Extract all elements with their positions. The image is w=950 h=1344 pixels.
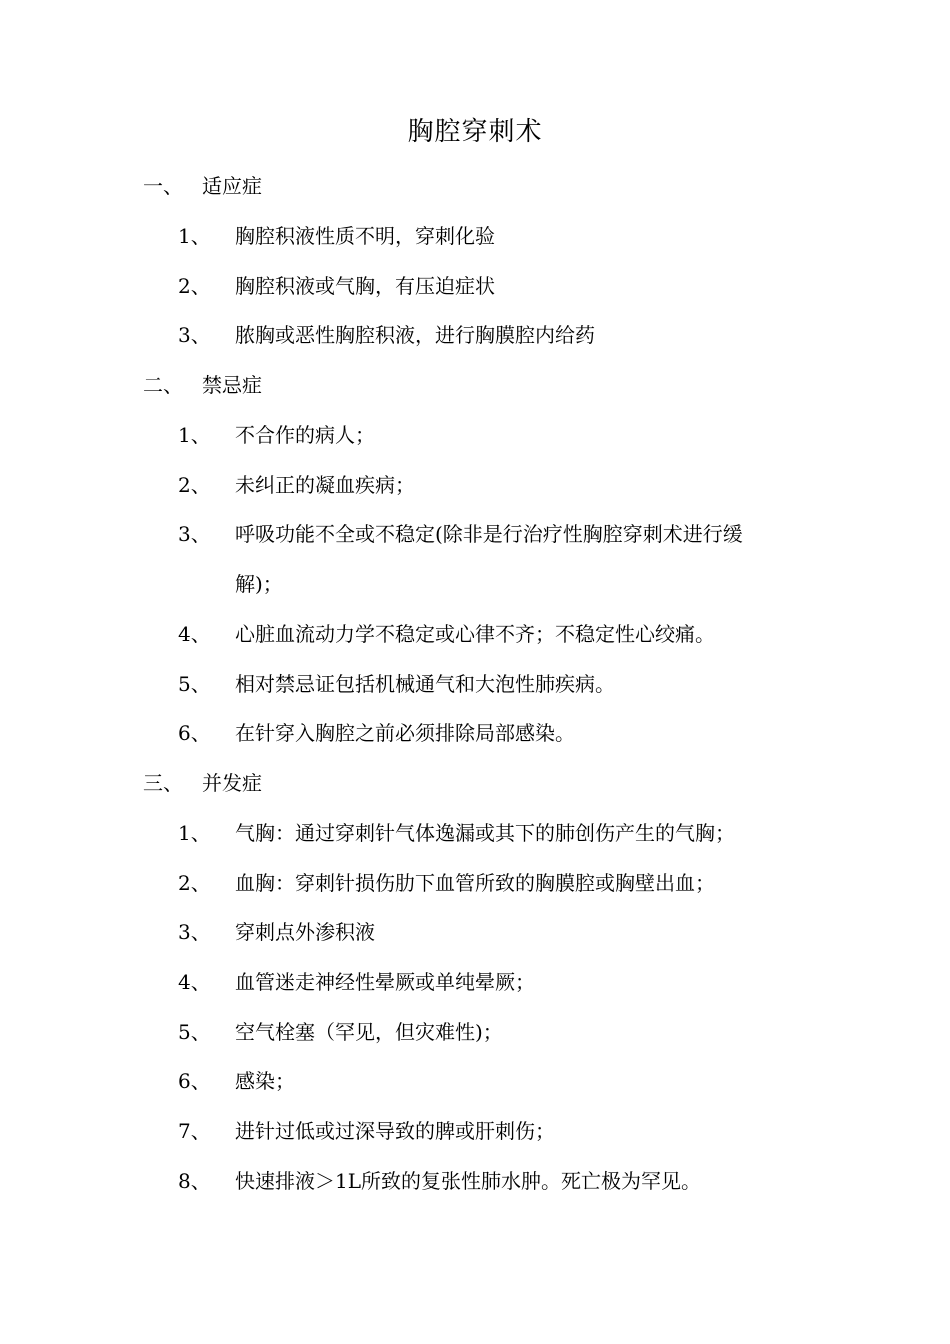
item-number: 4、 — [178, 970, 211, 994]
item-number: 1、 — [178, 224, 211, 248]
section-heading: 并发症 — [202, 771, 262, 795]
item-text: 相对禁忌证包括机械通气和大泡性肺疾病。 — [235, 672, 615, 696]
item-text: 未纠正的凝血疾病； — [235, 473, 415, 497]
item-text-continued: 解)； — [235, 572, 283, 596]
item-number: 6、 — [178, 721, 211, 745]
item-number: 3、 — [178, 323, 211, 347]
document-title: 胸腔穿刺术 — [407, 117, 543, 147]
item-text: 不合作的病人； — [235, 423, 375, 447]
section-number: 一、 — [143, 174, 183, 198]
item-text: 气胸：通过穿刺针气体逸漏或其下的肺创伤产生的气胸； — [235, 821, 735, 845]
item-number: 3、 — [178, 920, 211, 944]
item-text: 穿刺点外渗积液 — [235, 920, 375, 944]
item-number: 6、 — [178, 1069, 211, 1093]
item-text: 胸腔积液或气胸，有压迫症状 — [235, 274, 495, 298]
item-text: 脓胸或恶性胸腔积液，进行胸膜腔内给药 — [235, 323, 595, 347]
item-number: 4、 — [178, 622, 211, 646]
item-number: 2、 — [178, 871, 211, 895]
item-number: 5、 — [178, 1020, 211, 1044]
item-text: 感染； — [235, 1069, 295, 1093]
item-number: 8、 — [178, 1169, 211, 1193]
item-text: 呼吸功能不全或不稳定(除非是行治疗性胸腔穿刺术进行缓 — [235, 522, 743, 546]
section-number: 二、 — [143, 373, 183, 397]
item-text: 快速排液＞1L所致的复张性肺水肿。死亡极为罕见。 — [235, 1169, 702, 1193]
item-text: 血胸：穿刺针损伤肋下血管所致的胸膜腔或胸壁出血； — [235, 871, 715, 895]
item-number: 1、 — [178, 423, 211, 447]
item-number: 2、 — [178, 274, 211, 298]
item-number: 3、 — [178, 522, 211, 546]
item-text: 心脏血流动力学不稳定或心律不齐；不稳定性心绞痛。 — [235, 622, 715, 646]
item-number: 5、 — [178, 672, 211, 696]
item-number: 7、 — [178, 1119, 211, 1143]
item-text: 在针穿入胸腔之前必须排除局部感染。 — [235, 721, 575, 745]
item-number: 2、 — [178, 473, 211, 497]
section-heading: 适应症 — [202, 174, 262, 198]
item-text: 进针过低或过深导致的脾或肝刺伤； — [235, 1119, 555, 1143]
item-text: 空气栓塞（罕见，但灾难性)； — [235, 1020, 503, 1044]
section-number: 三、 — [143, 771, 183, 795]
item-text: 胸腔积液性质不明，穿刺化验 — [235, 224, 495, 248]
item-number: 1、 — [178, 821, 211, 845]
section-heading: 禁忌症 — [202, 373, 262, 397]
item-text: 血管迷走神经性晕厥或单纯晕厥； — [235, 970, 535, 994]
